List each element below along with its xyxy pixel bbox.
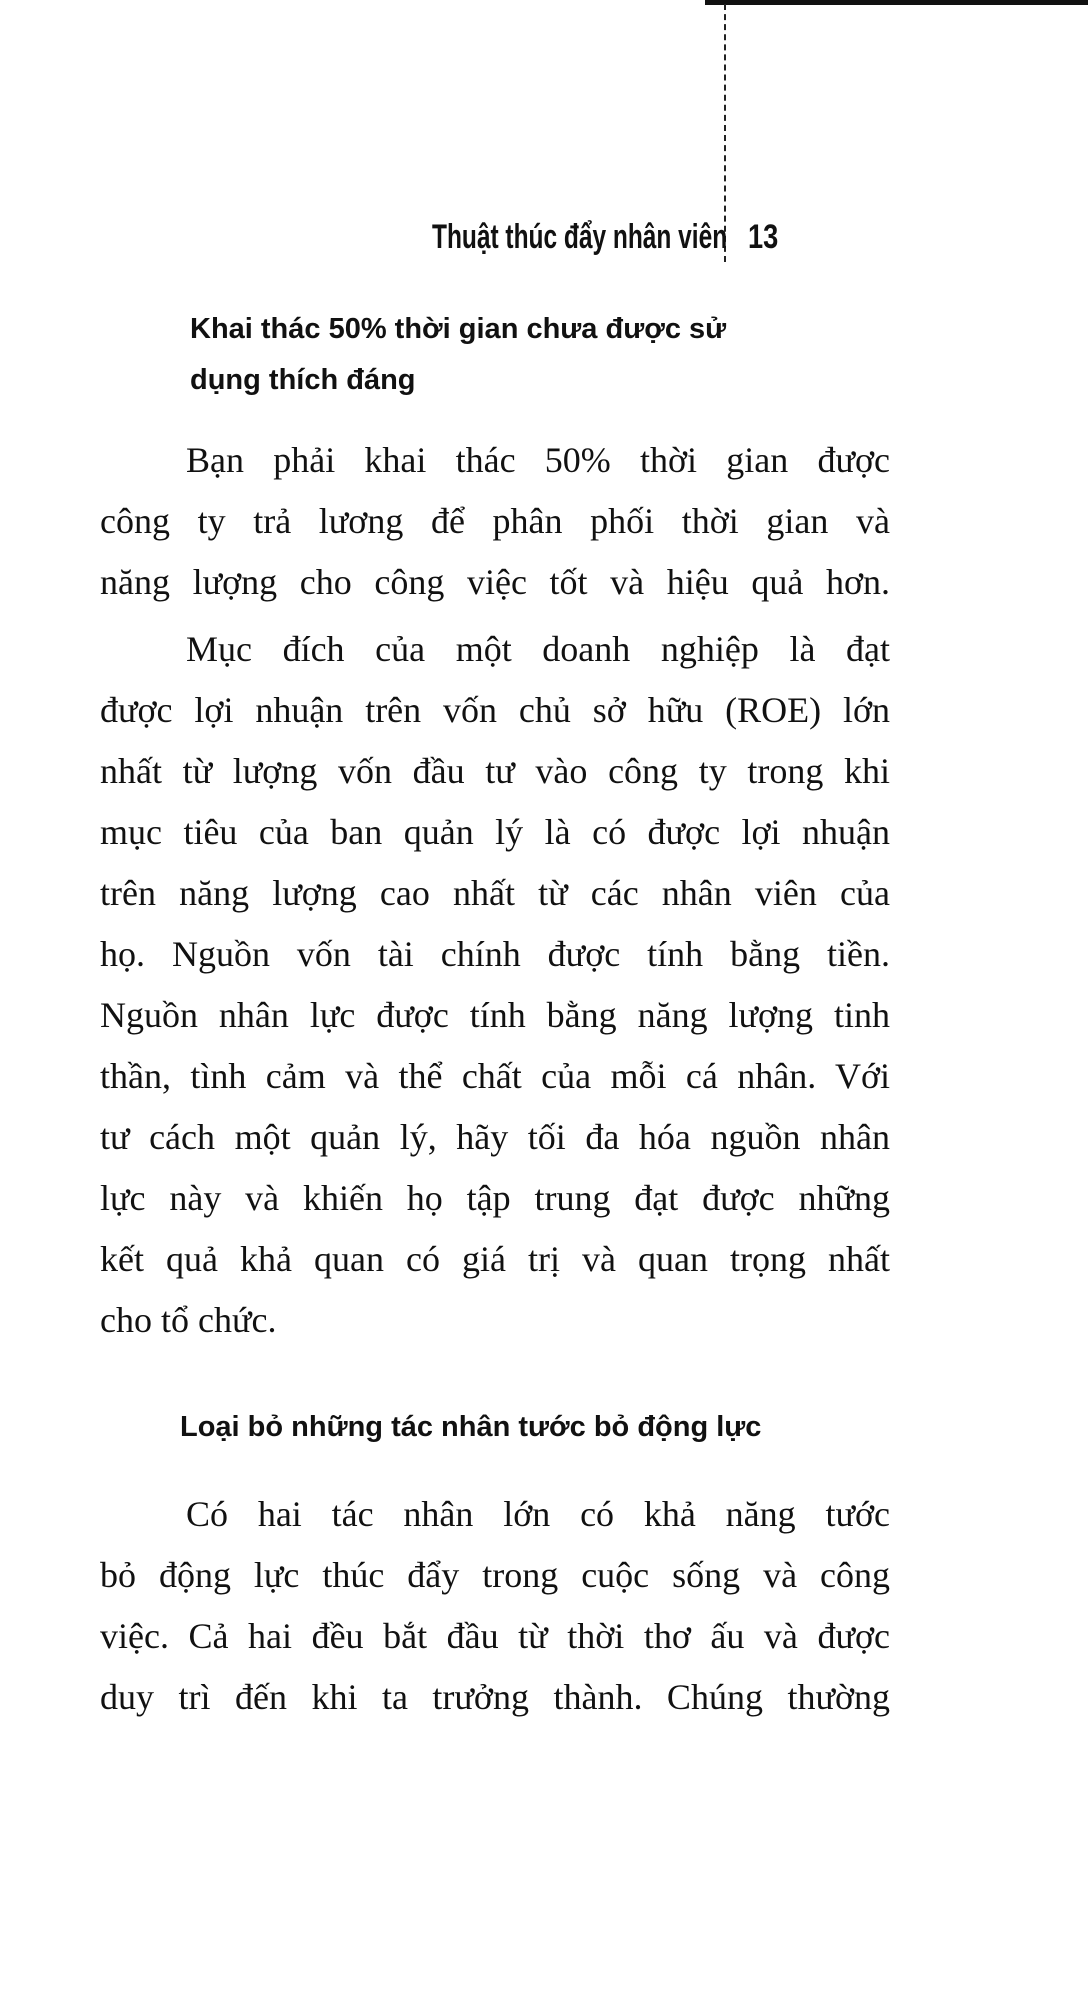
text-line: cho tổ chức.: [100, 1300, 277, 1340]
text-line: năng lượng cho công việc tốt và hiệu quả hơn.: [100, 562, 890, 602]
paragraph-3: [100, 1484, 890, 1728]
text-line: họ. Nguồn vốn tài chính được tính bằng tiền.: [100, 934, 890, 974]
text-line: công ty trả lương để phân phối thời gian và: [100, 501, 890, 541]
text-line: Có hai tác nhân lớn có khả năng tước: [186, 1494, 890, 1534]
text-line: nhất từ lượng vốn đầu tư vào công ty trong khi: [100, 751, 890, 791]
text-line: Bạn phải khai thác 50% thời gian được: [186, 440, 890, 480]
paragraph-2: [100, 619, 890, 1351]
section-heading-2: Loại bỏ những tác nhân tước bỏ động lực: [180, 1411, 762, 1443]
paragraph-1: [100, 430, 890, 613]
text-line: lực này và khiến họ tập trung đạt được những: [100, 1178, 890, 1218]
text-line: duy trì đến khi ta trưởng thành. Chúng thường: [100, 1677, 890, 1717]
text-line: mục tiêu của ban quản lý là có được lợi nhuận: [100, 812, 890, 852]
text-line: kết quả khả quan có giá trị và quan trọng nhất: [100, 1239, 890, 1279]
text-line: trên năng lượng cao nhất từ các nhân viên của: [100, 873, 890, 913]
text-line: Mục đích của một doanh nghiệp là đạt: [186, 629, 890, 669]
section-heading-1: [190, 304, 726, 406]
text-line: tư cách một quản lý, hãy tối đa hóa nguồn nhân: [100, 1117, 890, 1157]
text-line: bỏ động lực thúc đẩy trong cuộc sống và công: [100, 1555, 890, 1595]
page-edge-bar: [705, 0, 1088, 5]
text-line: thần, tình cảm và thể chất của mỗi cá nhân. Với: [100, 1056, 890, 1096]
text-line: việc. Cả hai đều bắt đầu từ thời thơ ấu và được: [100, 1616, 890, 1656]
heading-line: dụng thích đáng: [190, 364, 416, 396]
text-line: Nguồn nhân lực được tính bằng năng lượng tinh: [100, 995, 890, 1035]
page-number: 13: [748, 218, 779, 256]
running-header-title: Thuật thúc đẩy nhân viên: [432, 218, 728, 256]
text-line: được lợi nhuận trên vốn chủ sở hữu (ROE) lớn: [100, 690, 890, 730]
heading-line: Khai thác 50% thời gian chưa được sử: [190, 313, 727, 345]
